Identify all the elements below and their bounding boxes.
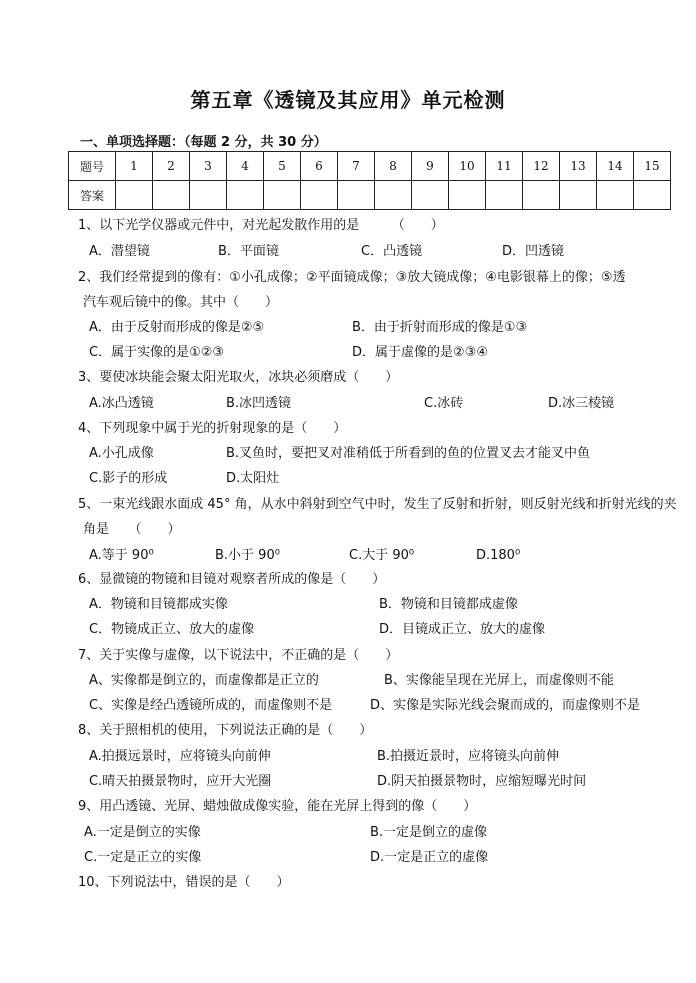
question-8-option-b: B.拍摄近景时，应将镜头向前伸 bbox=[377, 749, 560, 764]
answer-cell[interactable] bbox=[634, 181, 671, 210]
question-7-stem: 7、关于实像与虚像，以下说法中，不正确的是（ ） bbox=[78, 648, 399, 663]
question-4-stem: 4、下列现象中属于光的折射现象的是（ ） bbox=[78, 421, 347, 436]
question-2-stem-line-1: 2、我们经常提到的像有：①小孔成像；②平面镜成像；③放大镜成像；④电影银幕上的像；⑤透 bbox=[78, 270, 626, 285]
number-cell: 2 bbox=[153, 152, 190, 181]
question-5-option-c: C.大于 90⁰ bbox=[349, 548, 415, 563]
answer-cell[interactable] bbox=[560, 181, 597, 210]
question-2-option-b: B．由于折射而形成的像是①③ bbox=[352, 320, 528, 335]
number-cell: 7 bbox=[338, 152, 375, 181]
question-2-stem-line-2: 汽车观后镜中的像。其中（ ） bbox=[83, 295, 279, 310]
question-7-option-b: B、实像能呈现在光屏上，而虚像则不能 bbox=[384, 673, 614, 688]
question-8-option-a: A.拍摄远景时，应将镜头向前伸 bbox=[89, 749, 271, 764]
question-5-stem-line-2: 角是 （ ） bbox=[83, 522, 181, 537]
answer-cell[interactable] bbox=[153, 181, 190, 210]
answer-cell[interactable] bbox=[375, 181, 412, 210]
answer-row bbox=[69, 181, 671, 210]
question-4-option-b: B.叉鱼时，要把叉对准稍低于所看到的鱼的位置叉去才能叉中鱼 bbox=[226, 446, 591, 461]
number-cell: 15 bbox=[634, 152, 671, 181]
question-8-option-c: C.晴天拍摄景物时，应开大光圈 bbox=[89, 774, 272, 789]
question-7-option-a: A、实像都是倒立的，而虚像都是正立的 bbox=[89, 673, 319, 688]
question-1-stem: 1、以下光学仪器或元件中，对光起发散作用的是 （ ） bbox=[78, 218, 444, 233]
question-6-option-c: C．物镜成正立、放大的虚像 bbox=[89, 622, 255, 637]
question-3-stem: 3、要使冰块能会聚太阳光取火，冰块必须磨成（ ） bbox=[78, 370, 399, 385]
question-6-option-a: A．物镜和目镜都成实像 bbox=[89, 597, 228, 612]
answer-cell[interactable] bbox=[412, 181, 449, 210]
question-8-option-d: D.阴天拍摄景物时，应缩短曝光时间 bbox=[377, 774, 587, 789]
question-5-option-b: B.小于 90⁰ bbox=[215, 548, 280, 563]
section-heading: 一、单项选择题：（每题 2 分，共 30 分） bbox=[80, 135, 327, 150]
number-cell: 14 bbox=[597, 152, 634, 181]
question-3-option-c: C.冰砖 bbox=[424, 396, 464, 411]
answer-cell[interactable] bbox=[449, 181, 486, 210]
question-9-option-c: C.一定是正立的实像 bbox=[84, 850, 202, 865]
question-5-option-a: A.等于 90⁰ bbox=[89, 548, 154, 563]
number-row-label: 题号 bbox=[69, 152, 116, 181]
question-1-option-a: A．潜望镜 bbox=[89, 244, 150, 259]
question-9-option-d: D.一定是正立的虚像 bbox=[370, 850, 489, 865]
question-7-option-d: D、实像是实际光线会聚而成的，而虚像则不是 bbox=[370, 698, 641, 713]
page-title: 第五章《透镜及其应用》单元检测 bbox=[190, 88, 506, 112]
answer-cell[interactable] bbox=[486, 181, 523, 210]
question-4-option-d: D.太阳灶 bbox=[226, 471, 280, 486]
answer-cell[interactable] bbox=[227, 181, 264, 210]
question-9-option-b: B.一定是倒立的虚像 bbox=[370, 825, 488, 840]
number-cell: 5 bbox=[264, 152, 301, 181]
number-cell: 12 bbox=[523, 152, 560, 181]
question-10-stem: 10、下列说法中，错误的是（ ） bbox=[78, 875, 290, 890]
question-4-option-a: A.小孔成像 bbox=[89, 446, 154, 461]
number-cell: 4 bbox=[227, 152, 264, 181]
question-1-option-b: B．平面镜 bbox=[218, 244, 279, 259]
question-7-option-c: C、实像是经凸透镜所成的，而虚像则不是 bbox=[89, 698, 333, 713]
question-5-option-d: D.180⁰ bbox=[476, 548, 521, 563]
number-cell: 13 bbox=[560, 152, 597, 181]
question-4-option-c: C.影子的形成 bbox=[89, 471, 168, 486]
question-6-option-d: D．目镜成正立、放大的虚像 bbox=[379, 622, 546, 637]
answer-cell[interactable] bbox=[264, 181, 301, 210]
question-9-option-a: A.一定是倒立的实像 bbox=[84, 825, 201, 840]
question-3-option-d: D.冰三棱镜 bbox=[548, 396, 615, 411]
question-1-option-c: C．凸透镜 bbox=[361, 244, 423, 259]
question-5-stem-line-1: 5、一束光线跟水面成 45° 角，从水中斜射到空气中时，发生了反射和折射，则反射光线和折射光线的夹 bbox=[78, 497, 677, 512]
answer-row-label: 答案 bbox=[69, 181, 116, 210]
question-2-option-a: A．由于反射而形成的像是②⑤ bbox=[89, 320, 265, 335]
question-3-option-b: B.冰凹透镜 bbox=[226, 396, 292, 411]
question-2-option-d: D．属于虚像的是②③④ bbox=[352, 345, 488, 360]
answer-table bbox=[68, 151, 671, 210]
number-cell: 10 bbox=[449, 152, 486, 181]
number-cell: 1 bbox=[116, 152, 153, 181]
answer-cell[interactable] bbox=[523, 181, 560, 210]
answer-cell[interactable] bbox=[597, 181, 634, 210]
question-6-stem: 6、显微镜的物镜和目镜对观察者所成的像是（ ） bbox=[78, 572, 386, 587]
number-cell: 9 bbox=[412, 152, 449, 181]
answer-cell[interactable] bbox=[190, 181, 227, 210]
number-cell: 3 bbox=[190, 152, 227, 181]
question-1-option-d: D．凹透镜 bbox=[502, 244, 565, 259]
question-2-option-c: C．属于实像的是①②③ bbox=[89, 345, 225, 360]
question-8-stem: 8、关于照相机的使用，下列说法正确的是（ ） bbox=[78, 723, 373, 738]
answer-cell[interactable] bbox=[338, 181, 375, 210]
question-6-option-b: B．物镜和目镜都成虚像 bbox=[379, 597, 518, 612]
number-row bbox=[69, 152, 671, 181]
answer-cell[interactable] bbox=[116, 181, 153, 210]
answer-cell[interactable] bbox=[301, 181, 338, 210]
number-cell: 6 bbox=[301, 152, 338, 181]
number-cell: 8 bbox=[375, 152, 412, 181]
question-9-stem: 9、用凸透镜、光屏、蜡烛做成像实验，能在光屏上得到的像（ ） bbox=[78, 799, 477, 814]
number-cell: 11 bbox=[486, 152, 523, 181]
question-3-option-a: A.冰凸透镜 bbox=[89, 396, 154, 411]
